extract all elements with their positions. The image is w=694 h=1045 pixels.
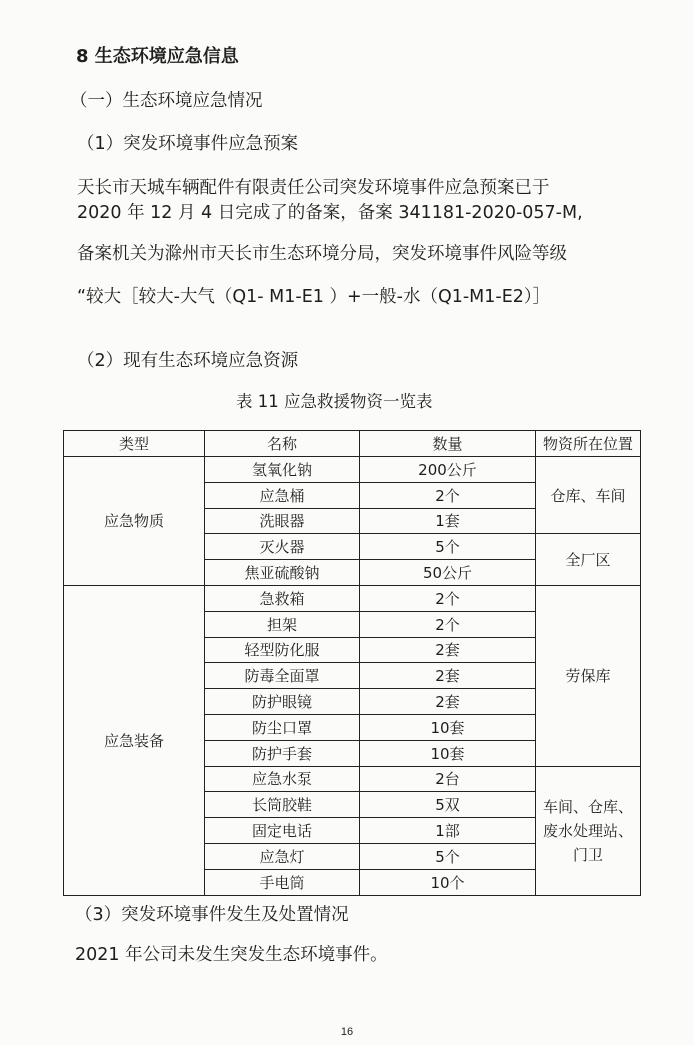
location-cell: 车间、仓库、废水处理站、门卫	[536, 766, 641, 895]
table-row	[64, 457, 641, 483]
table-row	[64, 585, 641, 611]
name-cell: 防护手套	[205, 740, 360, 766]
closing-paragraph: 2021 年公司未发生突发生态环境事件。	[75, 945, 388, 965]
table-caption: 表 11 应急救援物资一览表	[236, 392, 433, 411]
name-cell: 应急桶	[205, 482, 360, 508]
location-cell: 劳保库	[536, 585, 641, 766]
qty-cell: 2套	[360, 689, 536, 715]
qty-cell: 10套	[360, 740, 536, 766]
qty-cell: 200公斤	[360, 457, 536, 483]
paragraph-line: 备案机关为滁州市天长市生态环境分局，突发环境事件风险等级	[77, 244, 567, 264]
column-header: 数量	[360, 431, 536, 457]
qty-cell: 2个	[360, 611, 536, 637]
name-cell: 应急灯	[205, 843, 360, 869]
name-cell: 急救箱	[205, 585, 360, 611]
type-cell: 应急装备	[64, 585, 205, 895]
name-cell: 防毒全面罩	[205, 663, 360, 689]
qty-cell: 50公斤	[360, 560, 536, 586]
name-cell: 固定电话	[205, 818, 360, 844]
name-cell: 轻型防化服	[205, 637, 360, 663]
name-cell: 应急水泵	[205, 766, 360, 792]
qty-cell: 5个	[360, 534, 536, 560]
paragraph-line: “较大［较大-大气（Q1- M1-E1 ）+一般-水（Q1-M1-E2）］	[77, 287, 551, 307]
location-cell: 全厂区	[536, 534, 641, 586]
table-header-row	[64, 431, 641, 457]
qty-cell: 2套	[360, 637, 536, 663]
name-cell: 手电筒	[205, 869, 360, 895]
emergency-materials-table	[63, 430, 641, 896]
column-header: 名称	[205, 431, 360, 457]
name-cell: 焦亚硫酸钠	[205, 560, 360, 586]
column-header: 物资所在位置	[536, 431, 641, 457]
qty-cell: 1部	[360, 818, 536, 844]
name-cell: 防护眼镜	[205, 689, 360, 715]
qty-cell: 2套	[360, 663, 536, 689]
type-cell: 应急物质	[64, 457, 205, 586]
name-cell: 灭火器	[205, 534, 360, 560]
subsection-item-heading: （1）突发环境事件应急预案	[77, 134, 299, 154]
qty-cell: 10套	[360, 714, 536, 740]
qty-cell: 5双	[360, 792, 536, 818]
subsection-item-heading: （2）现有生态环境应急资源	[77, 351, 299, 371]
paragraph-line: 天长市天城车辆配件有限责任公司突发环境事件应急预案已于	[77, 178, 550, 198]
qty-cell: 10个	[360, 869, 536, 895]
qty-cell: 5个	[360, 843, 536, 869]
subsection-item-heading: （3）突发环境事件发生及处置情况	[75, 905, 349, 925]
section-heading: 8 生态环境应急信息	[76, 46, 239, 67]
location-cell: 仓库、车间	[536, 457, 641, 534]
name-cell: 防尘口罩	[205, 714, 360, 740]
page-number: 16	[340, 1026, 354, 1038]
subsection-heading: （一）生态环境应急情况	[70, 91, 263, 111]
qty-cell: 2台	[360, 766, 536, 792]
qty-cell: 2个	[360, 585, 536, 611]
name-cell: 洗眼器	[205, 508, 360, 534]
paragraph-line: 2020 年 12 月 4 日完成了的备案，备案 341181-2020-057-M,	[77, 203, 583, 223]
name-cell: 氢氧化钠	[205, 457, 360, 483]
qty-cell: 2个	[360, 482, 536, 508]
qty-cell: 1套	[360, 508, 536, 534]
column-header: 类型	[64, 431, 205, 457]
name-cell: 长筒胶鞋	[205, 792, 360, 818]
name-cell: 担架	[205, 611, 360, 637]
